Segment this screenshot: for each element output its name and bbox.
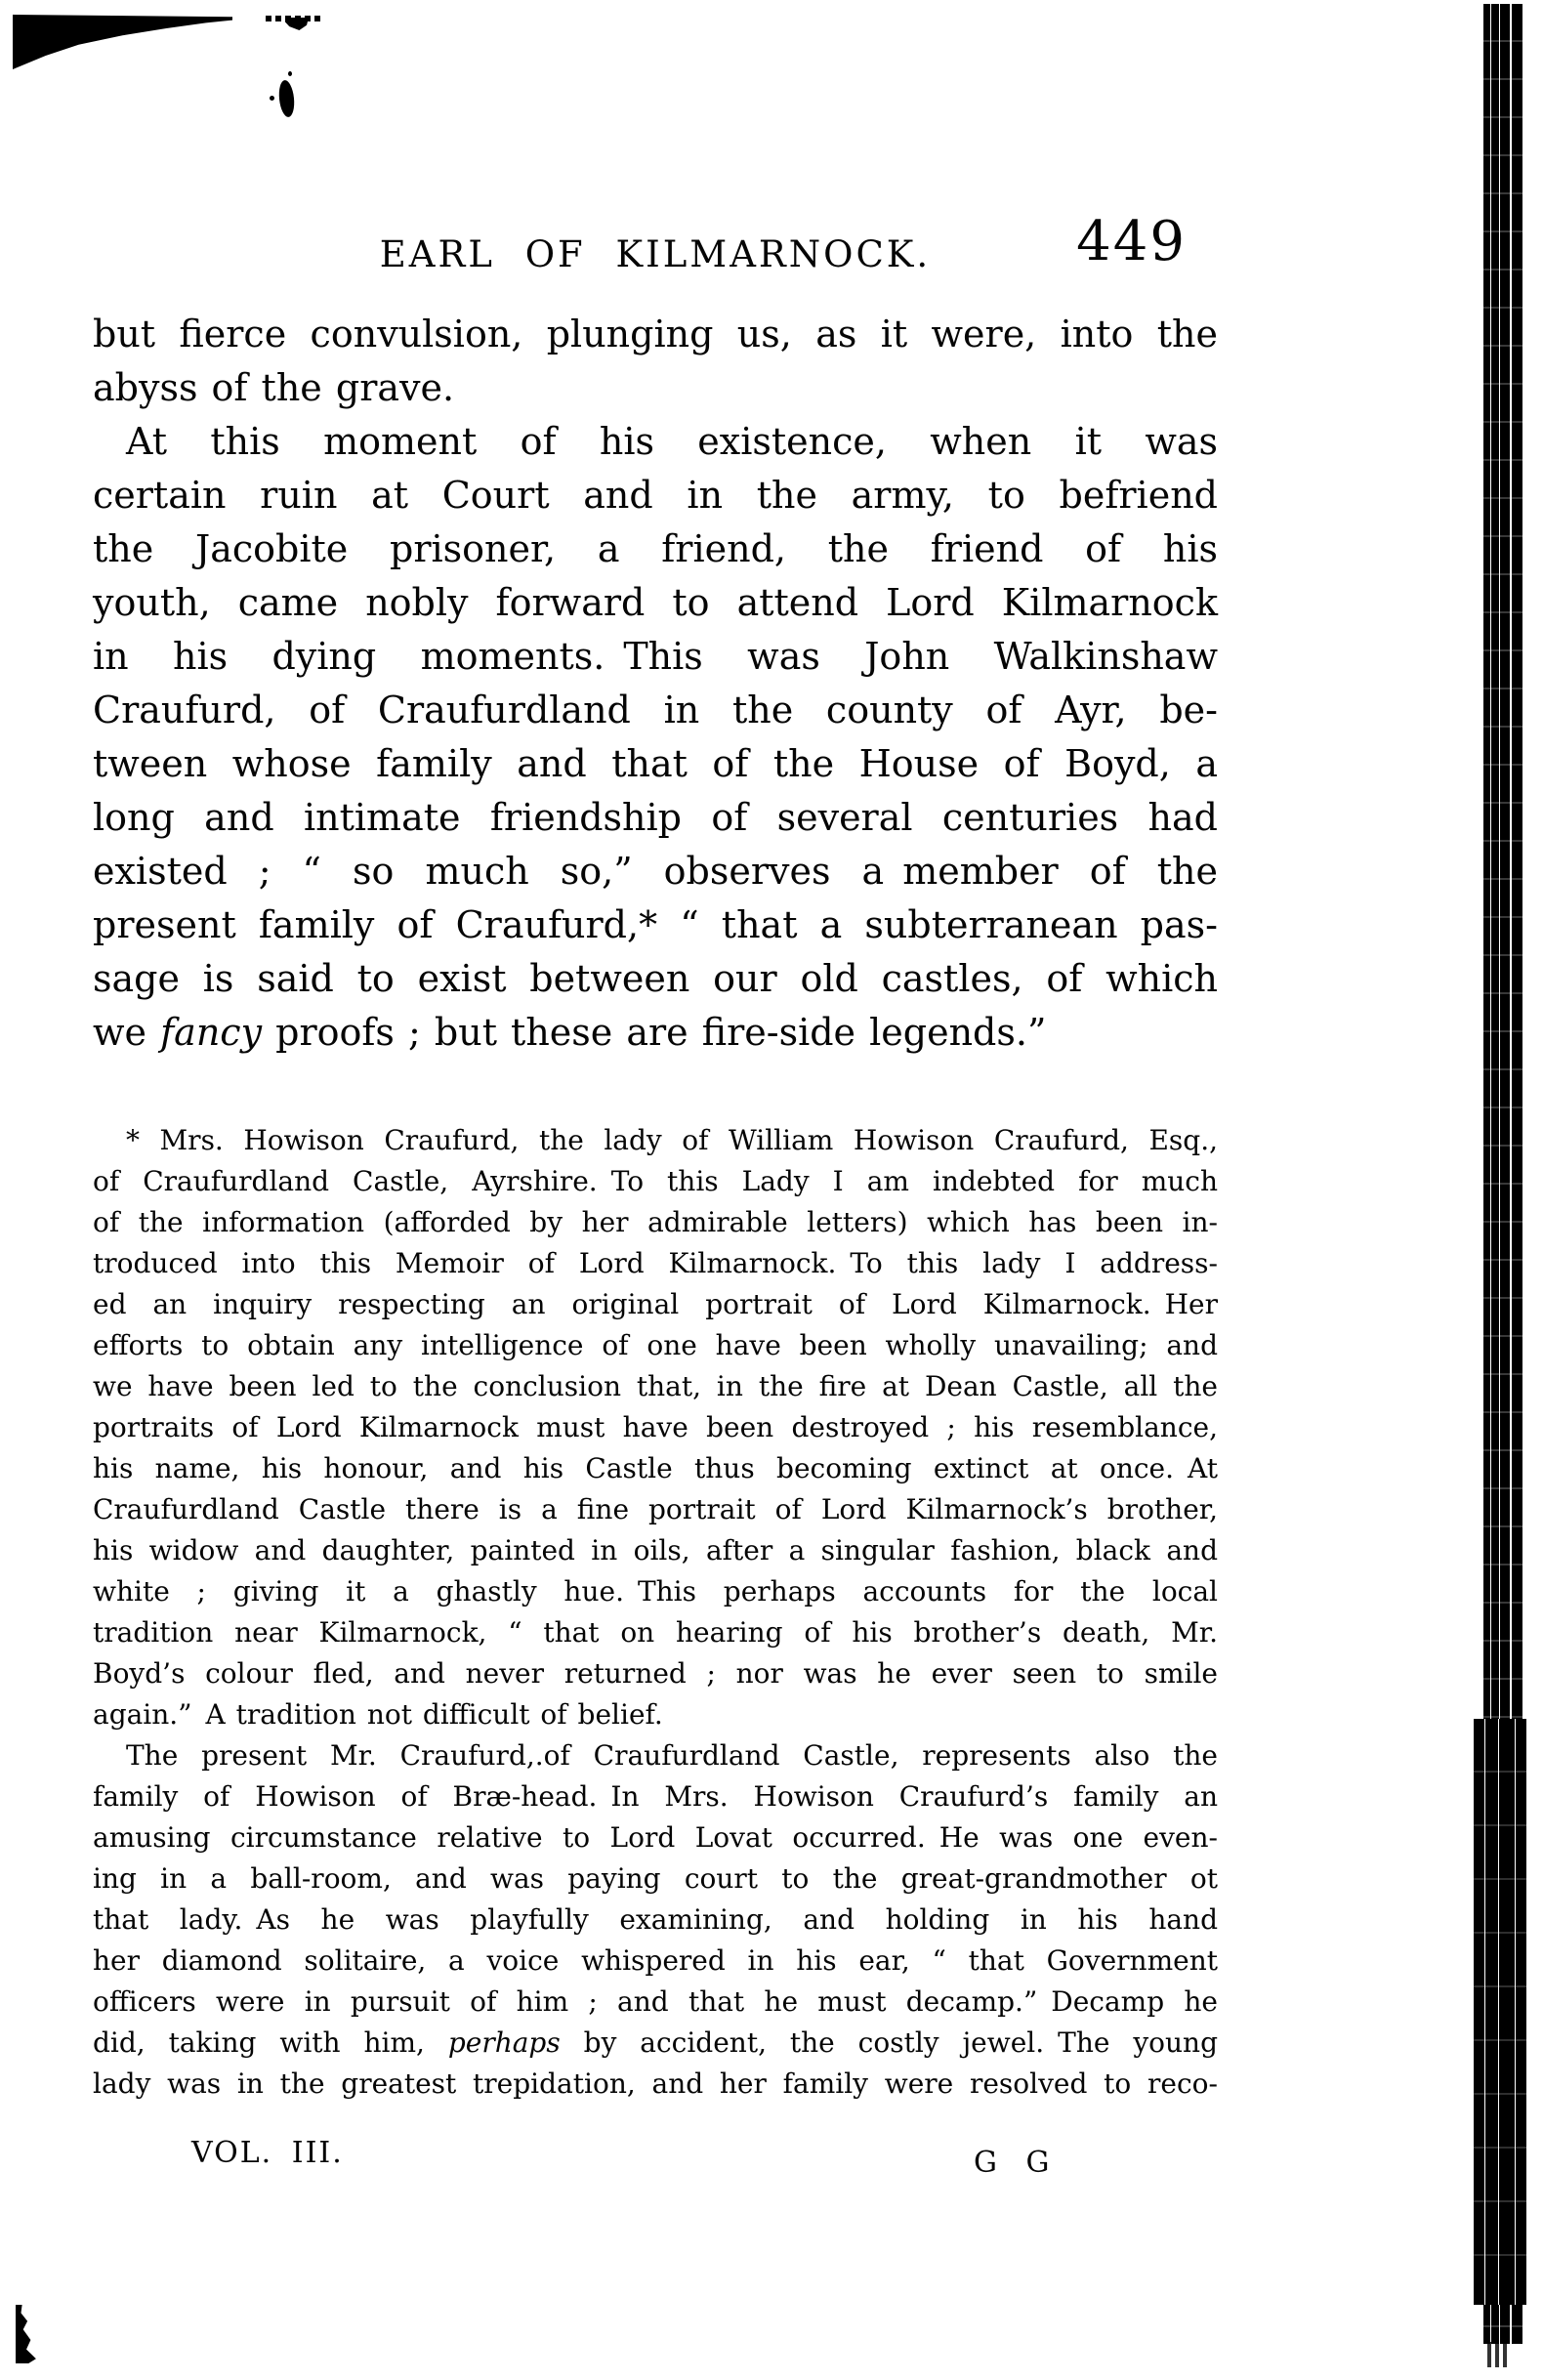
binding-shadow-lower: [1474, 1719, 1526, 2305]
text-line: family of Howison of Bræ-head. In Mrs. Howison Craufurd’s family an: [93, 1780, 1218, 1813]
text-line: her diamond solitaire, a voice whispered in his ear, “ that Government: [93, 1944, 1218, 1977]
text-line: efforts to obtain any intelligence of one have been wholly unavailing; and: [93, 1329, 1218, 1361]
volume-label: VOL. III.: [191, 2136, 344, 2170]
running-header: [93, 210, 1218, 280]
text-line: white ; giving it a ghastly hue. This perhaps accounts for the local: [93, 1575, 1218, 1608]
text-line: The present Mr. Craufurd,.of Craufurdland Castle, represents also the: [126, 1739, 1218, 1772]
text-line: present family of Craufurd,* “ that a subterranean pas-: [93, 903, 1218, 946]
text-line: existed ; “ so much so,” observes a member of the: [93, 850, 1218, 893]
footnote-text: [93, 1120, 1218, 2105]
text-line: we fancy proofs ; but these are fire-side legends.”: [93, 1011, 1047, 1054]
text-line: ing in a ball-room, and was paying court to the great-grandmother ot: [93, 1862, 1218, 1895]
corner-ink-mark: [13, 15, 232, 69]
text-line: of Craufurdland Castle, Ayrshire. To this Lady I am indebted for much: [93, 1165, 1218, 1197]
page-title: EARL OF KILMARNOCK.: [379, 233, 932, 275]
text-line: did, taking with him, perhaps by accident, the costly jewel. The young: [93, 2026, 1219, 2059]
printers-signature: G G: [974, 2146, 1052, 2180]
text-line: * Mrs. Howison Craufurd, the lady of William Howison Craufurd, Esq.,: [126, 1124, 1218, 1156]
text-line: long and intimate friendship of several centuries had: [93, 796, 1218, 839]
text-line: officers were in pursuit of him ; and that he must decamp.” Decamp he: [93, 1985, 1218, 2018]
ink-speck: [288, 71, 292, 76]
text-line: tradition near Kilmarnock, “ that on hearing of his brother’s death, Mr.: [93, 1616, 1218, 1649]
body-text: [93, 308, 1218, 1060]
ink-speck: [270, 96, 274, 101]
text-line: tween whose family and that of the House of Boyd, a: [93, 742, 1218, 785]
text-line: portraits of Lord Kilmarnock must have been destroyed ; his resemblance,: [93, 1411, 1218, 1443]
bottom-corner-ink-mark: [16, 2305, 37, 2363]
page-number: 449: [1076, 210, 1187, 273]
text-line: troduced into this Memoir of Lord Kilmarnock. To this lady I address-: [93, 1247, 1218, 1279]
text-line: we have been led to the conclusion that, in the fire at Dean Castle, all the: [93, 1370, 1218, 1402]
text-line: Craufurdland Castle there is a fine portrait of Lord Kilmarnock’s brother,: [93, 1493, 1218, 1525]
text-line: Boyd’s colour fled, and never returned ; nor was he ever seen to smile: [93, 1657, 1218, 1690]
text-line: his widow and daughter, painted in oils, after a singular fashion, black and: [93, 1534, 1218, 1566]
text-line: ed an inquiry respecting an original portrait of Lord Kilmarnock. Her: [93, 1288, 1218, 1320]
text-line: At this moment of his existence, when it was: [126, 420, 1218, 463]
text-line: his name, his honour, and his Castle thus becoming extinct at once. At: [93, 1452, 1218, 1484]
text-line: abyss of the grave.: [93, 366, 455, 409]
text-line: but fierce convulsion, plunging us, as it were, into the: [93, 313, 1218, 355]
text-block: [93, 210, 1219, 2185]
text-line: the Jacobite prisoner, a friend, the friend of his: [93, 527, 1218, 570]
text-line: Craufurd, of Craufurdland in the county of Ayr, be-: [93, 689, 1218, 731]
ink-drop-mark: [277, 79, 296, 117]
text-line: that lady. As he was playfully examining, and holding in his hand: [93, 1903, 1218, 1936]
text-line: again.” A tradition not difficult of belief.: [93, 1698, 663, 1731]
text-line: lady was in the greatest trepidation, and her family were resolved to reco-: [93, 2067, 1218, 2100]
text-line: in his dying moments. This was John Walkinshaw: [93, 635, 1218, 678]
binding-shadow-taper: [1487, 2342, 1509, 2367]
text-line: amusing circumstance relative to Lord Lovat occurred. He was one even-: [93, 1821, 1218, 1854]
page-footer: [93, 2136, 1218, 2185]
ink-chip-mark: [285, 18, 309, 30]
text-line: certain ruin at Court and in the army, to befriend: [93, 474, 1218, 517]
text-line: of the information (afforded by her admirable letters) which has been in-: [93, 1206, 1218, 1238]
text-line: sage is said to exist between our old castles, of which: [93, 957, 1218, 1000]
text-line: youth, came nobly forward to attend Lord Kilmarnock: [93, 581, 1218, 624]
